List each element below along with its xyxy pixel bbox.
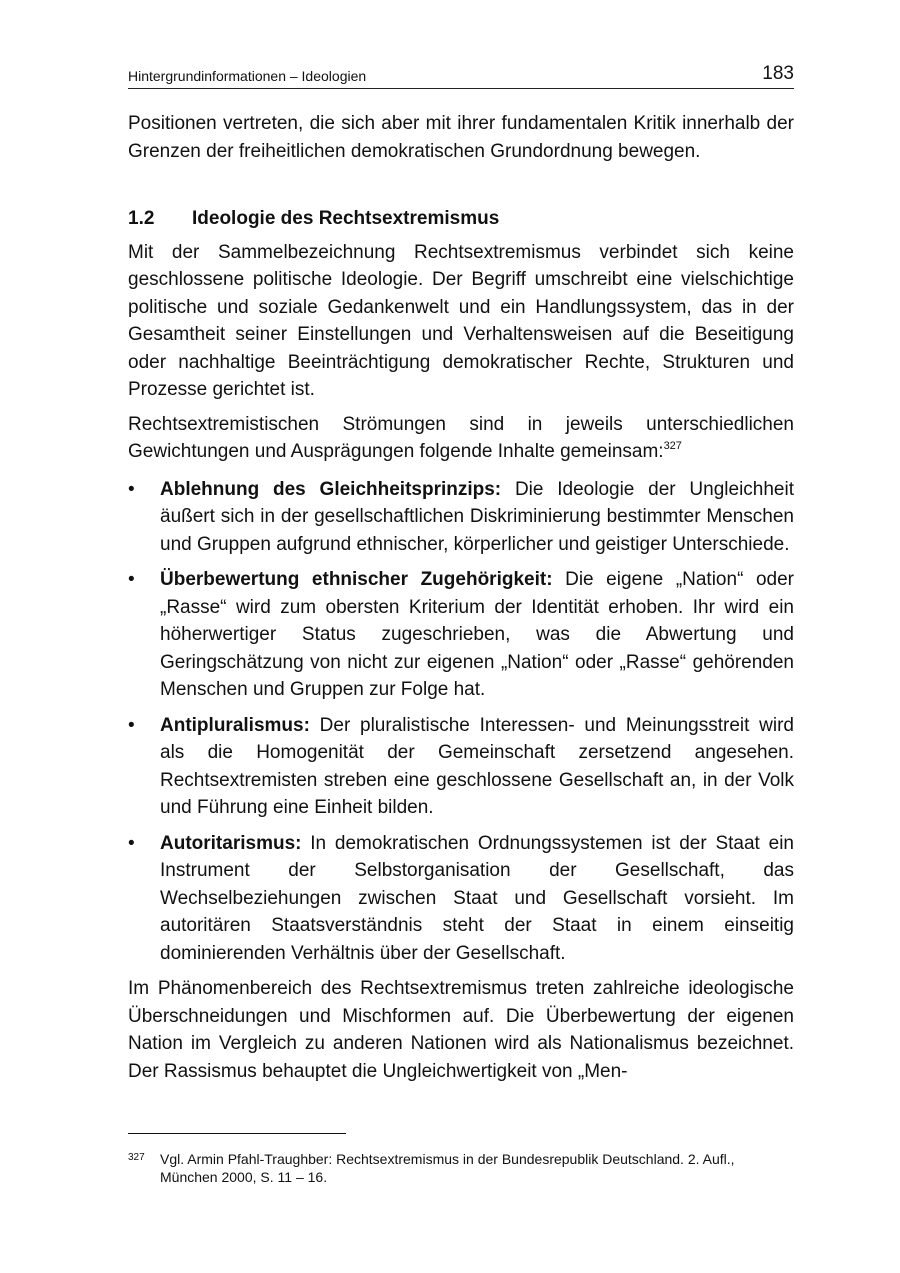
list-item <box>128 830 794 968</box>
list-item-term: Überbewertung ethnischer Zugehörigkeit: <box>160 569 553 590</box>
page-number: 183 <box>762 63 794 84</box>
footnote-divider <box>128 1133 346 1134</box>
list-item-term: Autoritarismus: <box>160 832 302 854</box>
bullet-icon: • <box>128 832 135 854</box>
list-item-text: Der pluralistische Interessen- und Meinungsstreit wird als die Homogenität der Gemeinschaft zersetzend angesehen. Rechtsextremisten streben eine geschlossene Gesellschaft an, in der Volk und Führung eine Einheit bilden. <box>160 714 794 818</box>
footnote-mark: 327 <box>128 1152 145 1163</box>
section-heading <box>128 205 794 233</box>
list-item <box>128 476 794 559</box>
bullet-icon: • <box>128 478 135 500</box>
running-title: Hintergrundinformationen – Ideologien <box>128 68 367 84</box>
section-number: 1.2 <box>128 208 155 229</box>
page-body <box>128 110 794 1085</box>
list-item-term: Ablehnung des Gleichheitsprinzips: <box>160 478 502 500</box>
list-item-text: Die eigene „Nation“ oder „Rasse“ wird zum obersten Kriterium der Identität erhoben. Ihr wird ein höherwertiger Status zugeschrieben, was die Abwertung und Geringschätzung von nicht zur eigenen „Nation“ oder „Rasse“ gehörenden Menschen und Gruppen zur Folge hat. <box>160 569 794 700</box>
section-title: Ideologie des Rechtsextremismus <box>192 208 500 229</box>
list-item <box>128 712 794 822</box>
list-item-text: In demokratischen Ordnungssystemen ist der Staat ein Instrument der Selbstorganisation der Gesellschaft, das Wechselbeziehungen zwischen Staat und Gesellschaft vorsieht. Im autoritären Staatsverständnis steht der Staat in einem einseitig dominierenden Verhältnis über der Gesellschaft. <box>160 832 794 964</box>
list-item-term: Antipluralismus: <box>160 714 310 736</box>
paragraph-definition: Mit der Sammelbezeichnung Rechtsextremismus verbindet sich keine geschlossene politische Ideologie. Der Begriff umschreibt eine vielschichtige politische und soziale Gedankenwelt und ein Handlungssystem, das in der Gesamtheit seiner Einstellungen und Verhaltensweisen auf die Beseitigung oder nachhaltige Beeinträchtigung demokratischer Rechte, Strukturen und Prozesse gerichtet ist. <box>128 241 794 400</box>
paragraph-common-contents-text: Rechtsextremistischen Strömungen sind in jeweils unterschiedlichen Gewichtungen und Ausprägungen folgende Inhalte gemeinsam: <box>128 413 794 462</box>
bullet-icon: • <box>128 569 135 590</box>
list-item-text: Die Ideologie der Ungleichheit äußert sich in der gesellschaftlichen Diskriminierung bestimmter Menschen und Gruppen aufgrund ethnischer, körperlicher und geistiger Unterschiede. <box>160 478 794 555</box>
paragraph-common-contents <box>128 411 794 466</box>
ideology-features-list <box>128 476 794 968</box>
paragraph-phenomena: Im Phänomenbereich des Rechtsextremismus treten zahlreiche ideologische Überschneidungen und Mischformen auf. Die Überbewertung der eigenen Nation im Vergleich zu anderen Nationen wird als Nationalismus bezeichnet. Der Rassismus behauptet die Ungleichwertigkeit von „Men- <box>128 978 794 1082</box>
footnote-reference: 327 <box>663 440 682 452</box>
intro-paragraph: Positionen vertreten, die sich aber mit ihrer fundamentalen Kritik innerhalb der Grenzen der freiheitlichen demokratischen Grundordnung bewegen. <box>128 113 794 162</box>
bullet-icon: • <box>128 714 135 736</box>
footnote <box>128 1151 794 1186</box>
list-item <box>128 566 794 704</box>
page-header <box>128 62 794 89</box>
footnote-text: Vgl. Armin Pfahl-Traughber: Rechtsextremismus in der Bundesrepublik Deutschland. 2. Aufl., München 2000, S. 11 – 16. <box>160 1151 735 1185</box>
